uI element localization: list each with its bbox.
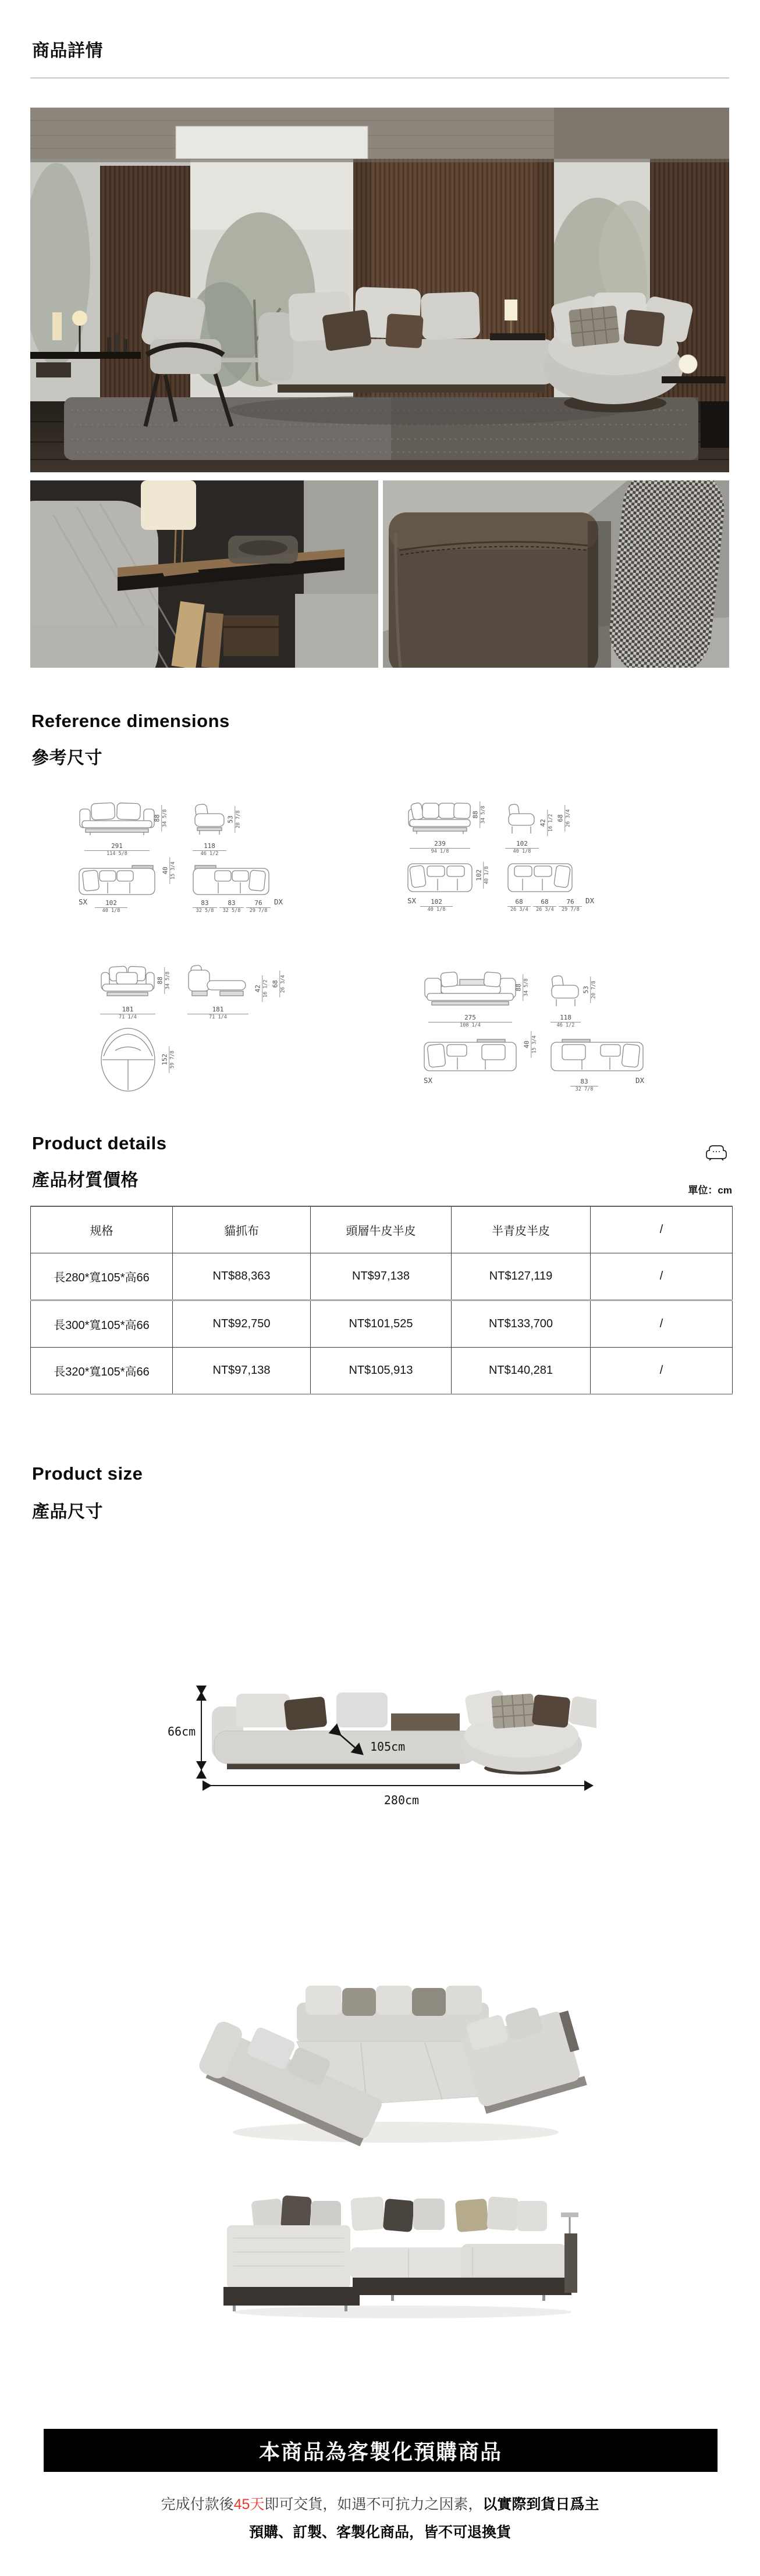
drawing-group-3 [100,964,286,1104]
detail-photo-right [383,480,729,668]
dim-g1-height: 88 34 5/8 [154,805,167,832]
table-row [31,1348,733,1395]
dim-g1-seg2: 83 32 5/8 [219,900,244,913]
dim-g1-side-height: 53 20 7/8 [227,806,240,833]
size-figure-image [163,1686,596,1813]
dim-g2-side-height-upper: 68 26 3/4 [557,805,570,832]
dim-g1-seg3: 76 29 7/8 [246,900,271,913]
dim-g3-side-height-upper: 68 26 3/4 [272,971,285,997]
hero-photo [30,108,729,472]
detail-image-shelf [30,480,378,668]
dim-g3-diameter: 152 59 7/8 [161,1046,175,1073]
dim-g2-side-height-lower: 42 16 1/2 [539,810,553,836]
details-heading-zh: 產品材質價格 [32,1171,138,1190]
col-header-fabric: 貓抓布 [173,1206,311,1253]
dim-g2-seg3: 76 29 7/8 [559,899,582,912]
sectional-image-l [216,2192,589,2322]
title-divider [30,77,729,79]
dim-g4-side-width: 118 46 1/2 [551,1014,581,1028]
sofa-front-elevation [424,970,517,1007]
unit-note: 單位：cm [688,1185,732,1196]
dx-label: DX [274,897,283,906]
dim-g4-segment: 83 32 7/8 [570,1078,598,1092]
dim-g3-side-width: 181 71 1/4 [187,1006,248,1020]
col-header-spec: 规格 [31,1206,173,1253]
cell-price: NT$88,363 [173,1253,311,1301]
sx-label: SX [407,896,417,905]
sofa-plan-dx [507,863,573,893]
reference-drawings [0,799,760,1116]
dx-label: DX [585,896,595,905]
sofa-plan-dx [193,865,269,895]
sofa-plan-sx [424,1039,517,1071]
cell-price: NT$105,913 [311,1348,452,1395]
page-title: 商品詳情 [32,41,103,60]
dim-g2-side-width: 102 40 1/8 [505,840,539,854]
dim-g1-shelf: 40 15 3/4 [162,857,175,884]
cell-spec: 長300*寬105*高66 [31,1301,173,1348]
dim-g3-front-width: 181 71 1/4 [100,1006,155,1020]
dim-g4-shelf: 40 15 3/4 [523,1031,537,1058]
no-return-note: 預購、訂製、客製化商品，皆不可退換貨 [248,2524,511,2541]
table-row [31,1301,733,1348]
cell-price: NT$127,119 [452,1253,591,1301]
hero-image [30,108,729,472]
table-header-row [31,1206,733,1253]
delivery-note-pre: 完成付款後 [161,2496,234,2513]
sofa-front-elevation [79,799,155,836]
size-heading-zh: 產品尺寸 [32,1502,103,1522]
col-header-halfleather: 半青皮半皮 [452,1206,591,1253]
cell-slash: / [591,1348,733,1395]
cell-spec: 長280*寬105*高66 [31,1253,173,1301]
cell-price: NT$97,138 [311,1253,452,1301]
drawing-group-2 [407,799,637,924]
dim-g2-plan-depth: 102 40 1/8 [475,862,489,889]
dim-g3-side-height-lower: 42 16 1/2 [254,975,268,1002]
sx-label: SX [424,1076,433,1085]
sofa-plan-sx [407,863,473,893]
sectional-photo-1 [192,1971,599,2154]
sectional-photo-2 [216,2192,589,2322]
dim-g4-front-width: 275 108 1/4 [428,1014,512,1028]
col-header-topleather: 頭層牛皮半皮 [311,1206,452,1253]
dim-g2-front-width: 239 94 1/8 [410,840,470,854]
delivery-note-bold: 以實際到貨日爲主 [482,2496,599,2513]
dim-g1-seg1: 83 32 5/8 [193,900,217,913]
preorder-banner [44,2429,718,2472]
price-table [30,1206,733,1395]
cell-price: NT$140,281 [452,1348,591,1395]
cell-slash: / [591,1301,733,1348]
drawing-group-4 [424,970,656,1113]
round-front-elevation [100,964,155,1000]
details-heading-en: Product details [32,1133,167,1153]
detail-image-leather [383,480,729,668]
sx-label: SX [79,897,88,906]
sofa-icon [705,1143,728,1161]
dim-g4-height: 88 34 5/8 [515,974,528,1001]
width-dimension-label: 280cm [383,1793,420,1807]
dim-g2-plan-left: 102 40 1/8 [420,899,453,912]
depth-dimension-label: 105cm [370,1740,406,1754]
reference-heading-zh: 參考尺寸 [31,749,102,768]
delivery-note-mid: 即可交貨，如遇不可抗力之因素， [264,2496,483,2513]
detail-photo-left [30,480,378,668]
dx-label: DX [635,1076,645,1085]
sofa-side-elevation [193,802,226,836]
round-plan-view [100,1027,156,1092]
dim-g2-height: 88 34 5/8 [472,801,485,828]
sofa-plan-sx [79,865,155,895]
sofa-side-elevation [507,803,537,835]
dim-g4-side-height: 53 20 7/8 [583,977,596,1003]
drawing-group-1 [79,799,300,934]
delivery-note-days: 45天 [233,2496,265,2513]
reference-heading-en: Reference dimensions [31,711,230,731]
delivery-note [0,2493,760,2514]
dim-g2-seg1: 68 26 3/4 [507,899,531,912]
cell-slash: / [591,1253,733,1301]
sofa-front-elevation [407,800,473,835]
size-figure [163,1686,596,1813]
size-heading-en: Product size [32,1463,143,1484]
preorder-banner-text: 本商品為客製化預購商品 [258,2439,502,2464]
height-dimension-label: 66cm [168,1725,196,1738]
sofa-plan-dx [551,1039,644,1071]
dim-g1-side-width: 118 46 1/2 [193,843,226,856]
table-row [31,1253,733,1301]
round-side-elevation [187,964,248,1000]
cell-price: NT$101,525 [311,1301,452,1348]
dim-g2-seg2: 68 26 3/4 [533,899,556,912]
cell-price: NT$92,750 [173,1301,311,1348]
cell-price: NT$97,138 [173,1348,311,1395]
cell-spec: 長320*寬105*高66 [31,1348,173,1395]
col-header-slash: / [591,1206,733,1253]
dim-g3-height: 88 34 5/8 [157,967,170,994]
sofa-side-elevation [551,975,581,1007]
dim-g1-front-width: 291 114 5/8 [84,843,150,856]
dim-g1-plan-left: 102 40 1/8 [95,900,127,913]
sectional-image-u [192,1971,599,2154]
cell-price: NT$133,700 [452,1301,591,1348]
